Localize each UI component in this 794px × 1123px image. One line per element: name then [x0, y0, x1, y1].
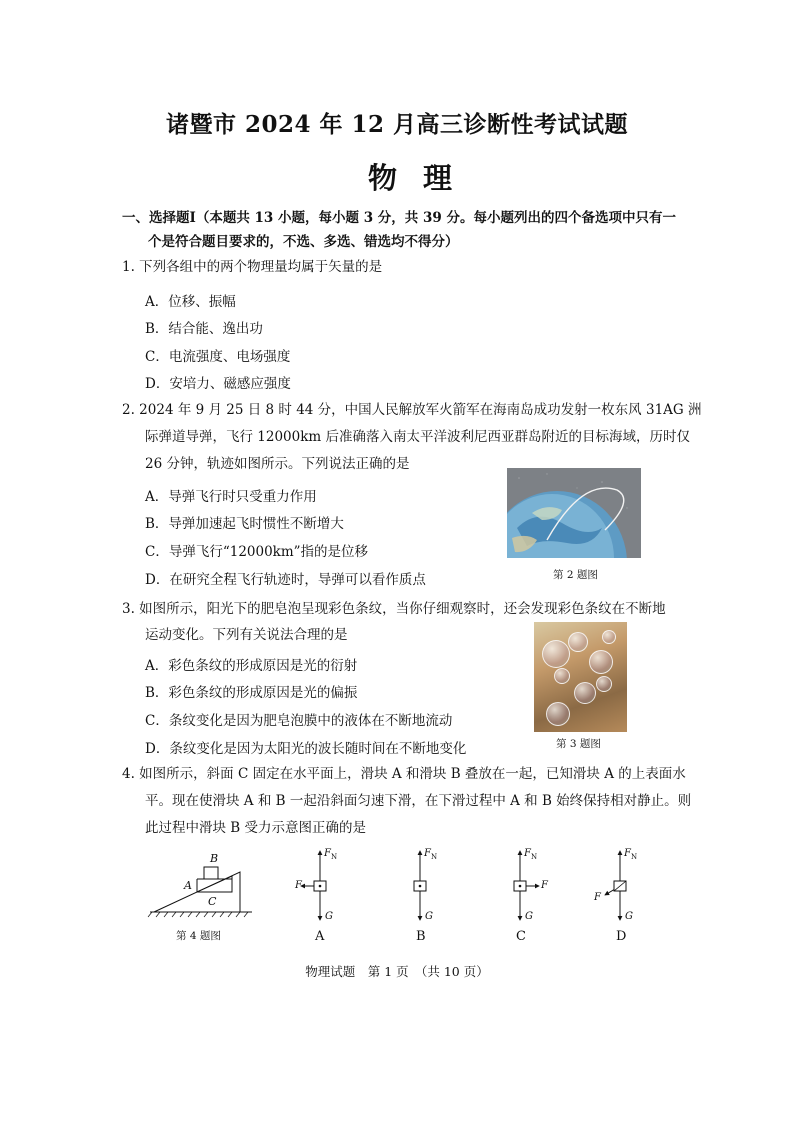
label-fn-c [524, 848, 537, 861]
section-heading [122, 206, 682, 254]
force-diagram-d [595, 846, 645, 926]
label-block-a: A [184, 879, 192, 892]
label-fn-b [424, 848, 437, 861]
missile-trajectory-photo [507, 468, 641, 558]
q2-stem-line-3: 26 分钟，轨迹如图所示。下列说法正确的是 [145, 456, 410, 472]
label-incline-c: C [208, 895, 217, 908]
q2-option-d: D．在研究全程飞行轨迹时，导弹可以看作质点 [145, 572, 426, 588]
fn-letter: F [424, 848, 431, 859]
q2-stem-line-2: 际弹道导弹，飞行 12000km 后准确落入南太平洋波利尼西亚群岛附近的目标海域，历时仅 [145, 429, 691, 445]
q2-figure-caption: 第 2 题图 [553, 569, 598, 581]
exam-title: 诸暨市 2024 年 12 月高三诊断性考试试题 [165, 111, 629, 138]
q3-figure-caption: 第 3 题图 [556, 738, 601, 750]
label-g-a: G [325, 911, 333, 922]
q1-option-a: A．位移、振幅 [145, 294, 236, 310]
q4-stem-line-1: 4. 如图所示，斜面 C 固定在水平面上，滑块 A 和滑块 B 叠放在一起，已知滑块 A 的上表面水 [122, 766, 686, 782]
incline-figure [140, 850, 255, 920]
q3-option-b: B．彩色条纹的形成原因是光的偏振 [145, 685, 358, 701]
choice-label-b: B [416, 929, 426, 944]
force-diagram-b [395, 846, 445, 926]
fn-subscript: N [330, 853, 338, 861]
q4-stem-line-2: 平。现在使滑块 A 和 B 一起沿斜面匀速下滑，在下滑过程中 A 和 B 始终保持相对静止。则 [145, 793, 692, 809]
q1-option-b: B．结合能、逸出功 [145, 321, 263, 337]
label-g-b: G [425, 911, 433, 922]
q4-figure-caption: 第 4 题图 [176, 930, 221, 942]
q3-option-a: A．彩色条纹的形成原因是光的衍射 [145, 658, 358, 674]
q2-option-c: C．导弹飞行“12000km”指的是位移 [145, 544, 369, 560]
q2-option-b: B．导弹加速起飞时惯性不断增大 [145, 516, 344, 532]
label-g-d: G [625, 911, 633, 922]
force-diagram-a [295, 846, 345, 926]
label-f-d: F [594, 892, 601, 903]
q3-option-d: D．条纹变化是因为太阳光的波长随时间在不断地变化 [145, 741, 467, 757]
label-f-a: F [295, 880, 302, 891]
choice-label-d: D [616, 929, 627, 944]
fn-letter: F [324, 848, 331, 859]
label-fn-d [624, 848, 637, 861]
subject-title: 物理 [367, 161, 478, 195]
q3-stem-line-1: 3. 如图所示，阳光下的肥皂泡呈现彩色条纹，当你仔细观察时，还会发现彩色条纹在不断地 [122, 601, 666, 617]
fn-subscript: N [530, 853, 538, 861]
fn-subscript: N [430, 853, 438, 861]
choice-label-c: C [516, 929, 526, 944]
choice-label-a: A [315, 929, 325, 944]
section-line-2: 个是符合题目要求的，不选、多选、错选均不得分） [148, 234, 459, 250]
q3-option-c: C．条纹变化是因为肥皂泡膜中的液体在不断地流动 [145, 713, 453, 729]
label-fn-a [324, 848, 337, 861]
q2-option-a: A．导弹飞行时只受重力作用 [145, 489, 317, 505]
fn-subscript: N [630, 853, 638, 861]
fn-letter: F [624, 848, 631, 859]
fn-letter: F [524, 848, 531, 859]
label-g-c: G [525, 911, 533, 922]
section-line-1: 一、选择题Ⅰ（本题共 13 小题，每小题 3 分，共 39 分。每小题列出的四个备选项中只有一 [122, 210, 676, 226]
q3-stem-line-2: 运动变化。下列有关说法合理的是 [145, 627, 348, 643]
q1-option-c: C．电流强度、电场强度 [145, 349, 291, 365]
q2-stem-line-1: 2. 2024 年 9 月 25 日 8 时 44 分，中国人民解放军火箭军在海南岛成功发射一枚东风 31AG 洲 [122, 402, 702, 418]
q1-option-d: D．安培力、磁感应强度 [145, 376, 291, 392]
page-footer: 物理试题 第 1 页 （共 10 页） [305, 964, 489, 979]
force-diagram-c [495, 846, 545, 926]
q1-stem: 1. 下列各组中的两个物理量均属于矢量的是 [122, 259, 383, 275]
label-f-c: F [541, 880, 548, 891]
label-block-b: B [210, 852, 219, 865]
q4-stem-line-3: 此过程中滑块 B 受力示意图正确的是 [145, 820, 367, 836]
soap-bubbles-photo [534, 622, 627, 732]
